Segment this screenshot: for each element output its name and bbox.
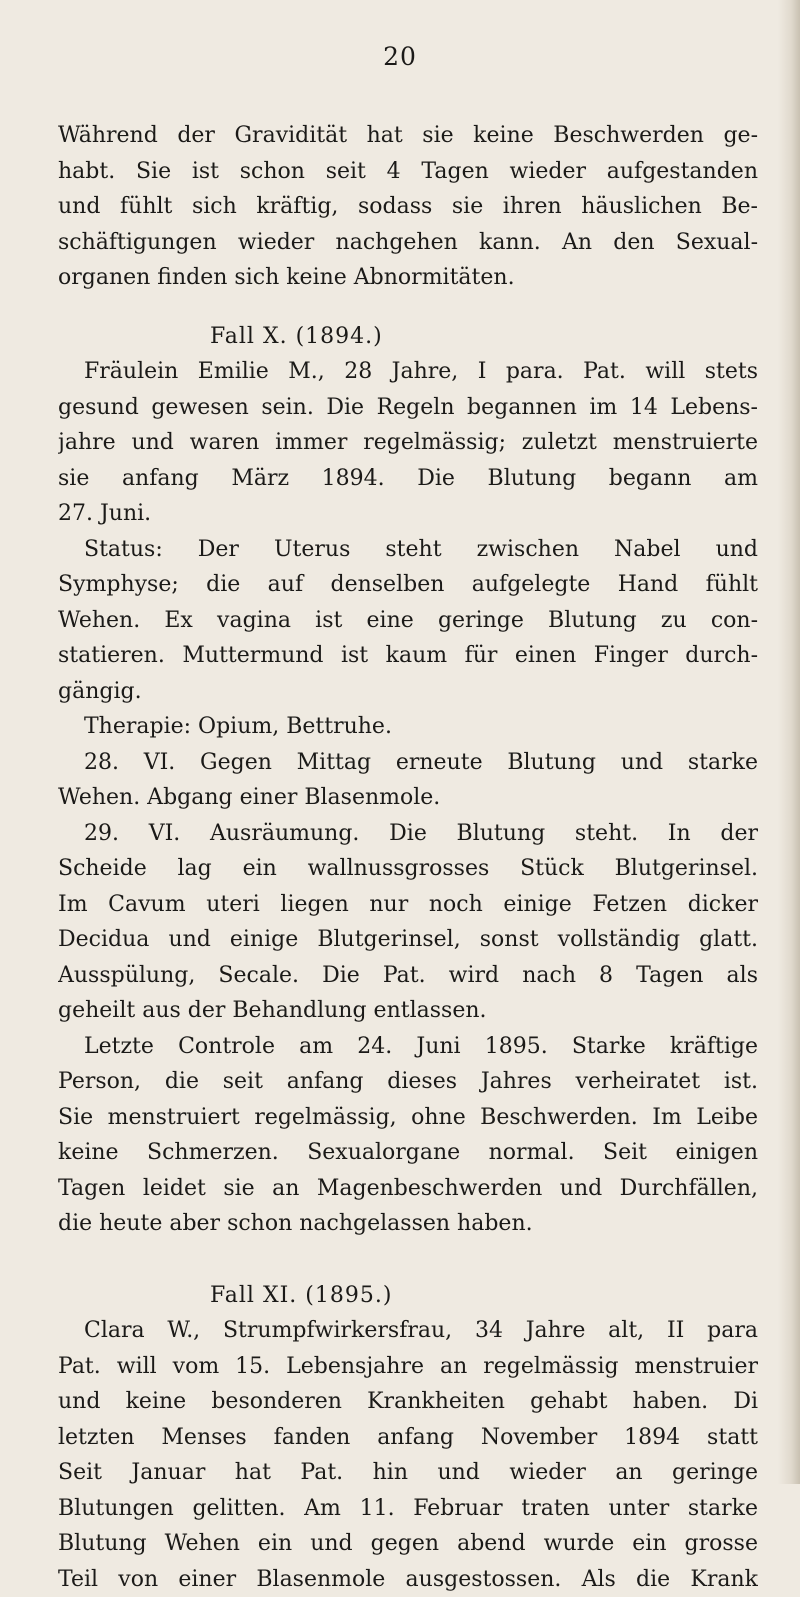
text-line: Tagen leidet sie an Magenbeschwerden und Durchfällen,	[58, 1171, 758, 1207]
intro-paragraph	[58, 118, 758, 296]
text-line: Sie menstruiert regelmässig, ohne Beschwerden. Im Leibe	[58, 1100, 758, 1136]
text-line: organen finden sich keine Abnormitäten.	[58, 260, 758, 296]
text-line: sie anfang März 1894. Die Blutung begann am	[58, 461, 758, 497]
case-x-section	[58, 319, 758, 1242]
page-edge-shadow	[778, 0, 800, 1484]
text-line: habt. Sie ist schon seit 4 Tagen wieder aufgestanden	[58, 154, 758, 190]
page-number: 20	[0, 42, 800, 71]
text-line: Fräulein Emilie M., 28 Jahre, I para. Pat. will stets	[58, 354, 758, 390]
text-line: Teil von einer Blasenmole ausgestossen. Als die Krank	[58, 1562, 758, 1597]
case-xi-section	[58, 1278, 758, 1597]
text-line: Letzte Controle am 24. Juni 1895. Starke kräftige	[58, 1029, 758, 1065]
text-line: Blutung Wehen ein und gegen abend wurde ein grosse	[58, 1526, 758, 1562]
text-line: Blutungen gelitten. Am 11. Februar traten unter starke	[58, 1491, 758, 1527]
text-line: Symphyse; die auf denselben aufgelegte Hand fühlt	[58, 567, 758, 603]
text-line: 27. Juni.	[58, 496, 758, 532]
text-line: Therapie: Opium, Bettruhe.	[58, 709, 758, 745]
case-xi-heading: Fall XI. (1895.)	[58, 1278, 758, 1314]
text-line: Pat. will vom 15. Lebensjahre an regelmässig menstruier	[58, 1349, 758, 1385]
text-line: geheilt aus der Behandlung entlassen.	[58, 993, 758, 1029]
text-line: Seit Januar hat Pat. hin und wieder an geringe	[58, 1455, 758, 1491]
text-line: jahre und waren immer regelmässig; zuletzt menstruierte	[58, 425, 758, 461]
text-line: Scheide lag ein wallnussgrosses Stück Blutgerinsel.	[58, 851, 758, 887]
text-line: Status: Der Uterus steht zwischen Nabel und	[58, 532, 758, 568]
text-line: Während der Gravidität hat sie keine Beschwerden ge-	[58, 118, 758, 154]
text-line: statieren. Muttermund ist kaum für einen Finger durch-	[58, 638, 758, 674]
page-body	[58, 118, 758, 1597]
text-line: die heute aber schon nachgelassen haben.	[58, 1206, 758, 1242]
text-line: gängig.	[58, 674, 758, 710]
text-line: gesund gewesen sein. Die Regeln begannen im 14 Lebens-	[58, 390, 758, 426]
text-line: keine Schmerzen. Sexualorgane normal. Seit einigen	[58, 1135, 758, 1171]
text-line: 28. VI. Gegen Mittag erneute Blutung und starke	[58, 745, 758, 781]
text-line: Wehen. Abgang einer Blasenmole.	[58, 780, 758, 816]
case-x-heading: Fall X. (1894.)	[58, 319, 758, 355]
text-line: Im Cavum uteri liegen nur noch einige Fetzen dicker	[58, 887, 758, 923]
text-line: schäftigungen wieder nachgehen kann. An den Sexual-	[58, 225, 758, 261]
text-line: Ausspülung, Secale. Die Pat. wird nach 8 Tagen als	[58, 958, 758, 994]
text-line: Decidua und einige Blutgerinsel, sonst vollständig glatt.	[58, 922, 758, 958]
text-line: und fühlt sich kräftig, sodass sie ihren häuslichen Be-	[58, 189, 758, 225]
text-line: Person, die seit anfang dieses Jahres verheiratet ist.	[58, 1064, 758, 1100]
text-line: Wehen. Ex vagina ist eine geringe Blutung zu con-	[58, 603, 758, 639]
text-line: letzten Menses fanden anfang November 1894 statt	[58, 1420, 758, 1456]
text-line: und keine besonderen Krankheiten gehabt haben. Di	[58, 1384, 758, 1420]
text-line: Clara W., Strumpfwirkersfrau, 34 Jahre alt, II para	[58, 1313, 758, 1349]
text-line: 29. VI. Ausräumung. Die Blutung steht. In der	[58, 816, 758, 852]
